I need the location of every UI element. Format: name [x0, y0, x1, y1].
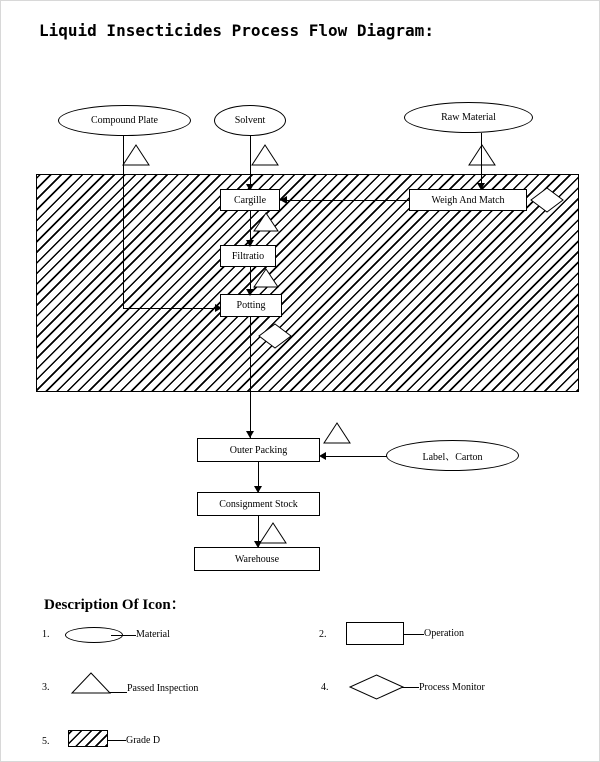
rectangle-icon: [346, 622, 404, 645]
legend-item-number: 1.: [42, 629, 50, 640]
page-title: Liquid Insecticides Process Flow Diagram:: [39, 21, 434, 40]
operation-filtration[interactable]: [220, 245, 276, 267]
triangle-icon: [71, 672, 111, 694]
arrowhead-icon: [246, 289, 254, 296]
arrowhead-icon: [246, 431, 254, 438]
legend-item-number: 3.: [42, 682, 50, 693]
triangle-inspection-icon: [251, 144, 279, 166]
operation-filtration-label: Filtratio: [231, 250, 265, 262]
triangle-inspection-icon: [253, 212, 279, 232]
hatched-square-icon: [68, 730, 108, 747]
triangle-inspection-icon: [253, 268, 279, 288]
connector-label-to-outer-packing: [323, 456, 387, 457]
material-raw-material[interactable]: [404, 102, 533, 133]
arrowhead-icon: [319, 452, 326, 460]
legend-item-label: Passed Inspection: [127, 683, 199, 694]
legend-leader-line: [402, 687, 419, 688]
legend-leader-line: [108, 740, 126, 741]
legend-item-label: Grade D: [126, 735, 161, 746]
legend-leader-line: [404, 634, 424, 635]
diamond-process-monitor-icon: [258, 323, 292, 349]
material-solvent[interactable]: [214, 105, 286, 136]
operation-cargille-label: Cargille: [233, 194, 267, 206]
operation-consignment-stock[interactable]: [197, 492, 320, 516]
diamond-icon: [349, 674, 404, 700]
legend-leader-line: [111, 635, 136, 636]
operation-warehouse-label: Warehouse: [234, 553, 280, 565]
connector-compound-plate: [123, 136, 124, 308]
diamond-process-monitor-icon: [530, 187, 564, 213]
material-compound-plate-label: Compound Plate: [91, 115, 158, 126]
operation-outer-packing[interactable]: [197, 438, 320, 462]
legend-item-number: 2.: [319, 629, 327, 640]
material-raw-material-label: Raw Material: [441, 112, 496, 123]
triangle-inspection-icon: [259, 522, 287, 544]
operation-consignment-stock-label: Consignment Stock: [219, 498, 298, 510]
operation-weigh-and-match[interactable]: [409, 189, 527, 211]
operation-potting[interactable]: [220, 294, 282, 317]
connector-potting-to-outer-packing: [250, 317, 251, 438]
triangle-inspection-icon: [468, 144, 496, 166]
legend-item-label: Operation: [424, 628, 464, 639]
legend-item-number: 5.: [42, 736, 50, 747]
triangle-inspection-icon: [323, 422, 351, 444]
material-label-carton-label: Label、Carton: [422, 452, 483, 463]
material-solvent-label: Solvent: [234, 115, 266, 126]
legend-item-label: Process Monitor: [419, 682, 485, 693]
connector-compound-plate-to-potting: [123, 308, 221, 309]
operation-weigh-and-match-label: Weigh And Match: [431, 194, 505, 206]
triangle-inspection-icon: [122, 144, 150, 166]
connector-solvent: [250, 136, 251, 188]
material-compound-plate[interactable]: [58, 105, 191, 136]
connector-raw-material: [481, 133, 482, 187]
material-label-carton[interactable]: [386, 440, 519, 471]
operation-warehouse[interactable]: [194, 547, 320, 571]
arrowhead-icon: [280, 196, 287, 204]
operation-potting-label: Potting: [236, 300, 266, 311]
operation-outer-packing-label: Outer Packing: [229, 444, 288, 456]
arrowhead-icon: [246, 240, 254, 247]
legend-item-number: 4.: [321, 682, 329, 693]
legend-item-label: Material: [136, 629, 170, 640]
legend-heading: Description Of Icon：: [44, 597, 186, 613]
operation-cargille[interactable]: [220, 189, 280, 211]
connector-weigh-to-cargille: [284, 200, 409, 201]
legend-leader-line: [109, 692, 127, 693]
